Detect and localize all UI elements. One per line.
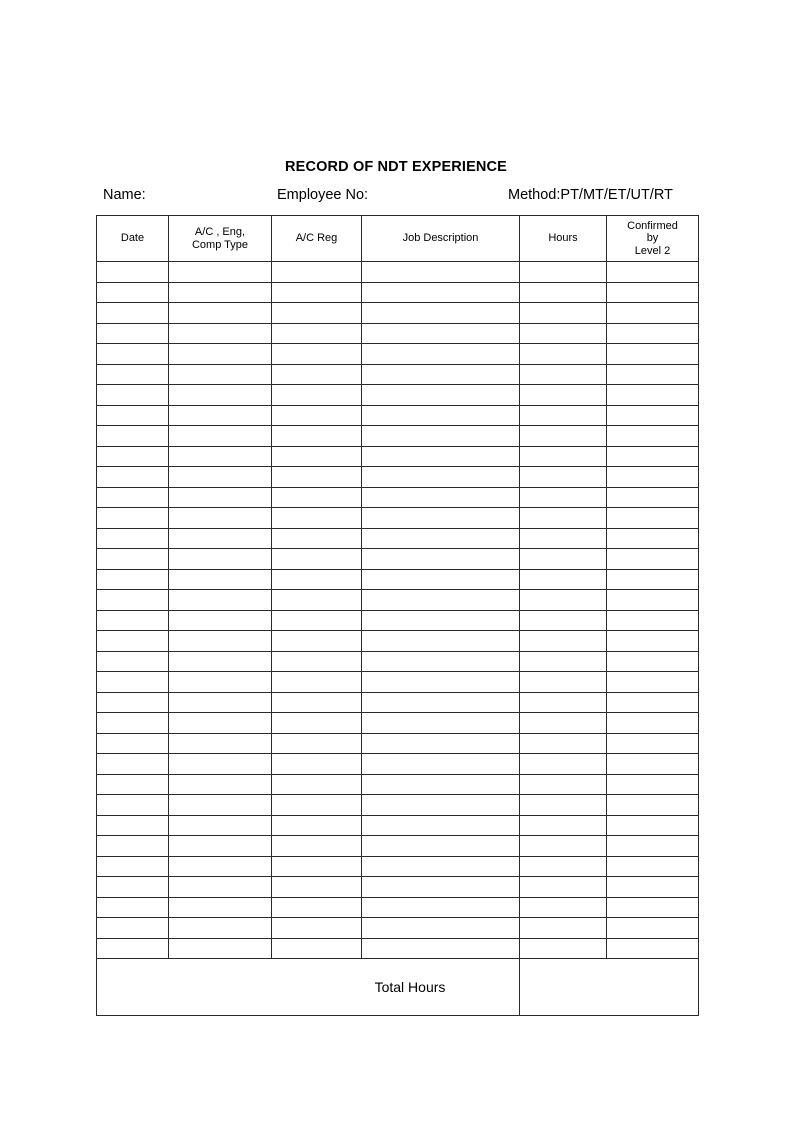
column-header-hours-label: Hours bbox=[548, 232, 578, 245]
cell-date[interactable] bbox=[97, 405, 169, 426]
cell-type[interactable] bbox=[169, 467, 272, 488]
cell-date[interactable] bbox=[97, 672, 169, 693]
cell-reg[interactable] bbox=[272, 856, 362, 877]
cell-date[interactable] bbox=[97, 467, 169, 488]
cell-hours[interactable] bbox=[520, 856, 607, 877]
total-hours-label-cell bbox=[97, 959, 520, 1016]
cell-type[interactable] bbox=[169, 774, 272, 795]
cell-hours[interactable] bbox=[520, 528, 607, 549]
table-body bbox=[97, 262, 699, 959]
cell-date[interactable] bbox=[97, 815, 169, 836]
cell-date[interactable] bbox=[97, 446, 169, 467]
cell-hours[interactable] bbox=[520, 405, 607, 426]
table-row bbox=[97, 713, 699, 734]
cell-hours[interactable] bbox=[520, 262, 607, 283]
cell-type[interactable] bbox=[169, 856, 272, 877]
cell-reg[interactable] bbox=[272, 385, 362, 406]
cell-date[interactable] bbox=[97, 774, 169, 795]
cell-hours[interactable] bbox=[520, 713, 607, 734]
cell-type[interactable] bbox=[169, 446, 272, 467]
cell-reg[interactable] bbox=[272, 836, 362, 857]
cell-job[interactable] bbox=[362, 364, 520, 385]
cell-confirmed[interactable] bbox=[607, 815, 699, 836]
cell-job[interactable] bbox=[362, 426, 520, 447]
cell-type[interactable] bbox=[169, 938, 272, 959]
table-row bbox=[97, 795, 699, 816]
cell-hours[interactable] bbox=[520, 692, 607, 713]
cell-reg[interactable] bbox=[272, 651, 362, 672]
cell-job[interactable] bbox=[362, 774, 520, 795]
table-row bbox=[97, 405, 699, 426]
cell-reg[interactable] bbox=[272, 364, 362, 385]
cell-type[interactable] bbox=[169, 631, 272, 652]
cell-type[interactable] bbox=[169, 651, 272, 672]
cell-date[interactable] bbox=[97, 364, 169, 385]
cell-reg[interactable] bbox=[272, 795, 362, 816]
cell-reg[interactable] bbox=[272, 877, 362, 898]
cell-confirmed[interactable] bbox=[607, 282, 699, 303]
cell-date[interactable] bbox=[97, 487, 169, 508]
cell-type[interactable] bbox=[169, 549, 272, 570]
table-row bbox=[97, 467, 699, 488]
table-row bbox=[97, 733, 699, 754]
cell-date[interactable] bbox=[97, 569, 169, 590]
cell-hours[interactable] bbox=[520, 733, 607, 754]
cell-reg[interactable] bbox=[272, 549, 362, 570]
cell-date[interactable] bbox=[97, 508, 169, 529]
table-row bbox=[97, 815, 699, 836]
cell-job[interactable] bbox=[362, 405, 520, 426]
cell-type[interactable] bbox=[169, 405, 272, 426]
table-row bbox=[97, 836, 699, 857]
cell-confirmed[interactable] bbox=[607, 303, 699, 324]
cell-hours[interactable] bbox=[520, 569, 607, 590]
table-row bbox=[97, 651, 699, 672]
cell-job[interactable] bbox=[362, 836, 520, 857]
table-header-row bbox=[97, 216, 699, 262]
cell-date[interactable] bbox=[97, 692, 169, 713]
cell-confirmed[interactable] bbox=[607, 692, 699, 713]
table-row bbox=[97, 692, 699, 713]
table-total-row bbox=[97, 959, 699, 1016]
cell-reg[interactable] bbox=[272, 467, 362, 488]
cell-date[interactable] bbox=[97, 590, 169, 611]
cell-reg[interactable] bbox=[272, 713, 362, 734]
cell-hours[interactable] bbox=[520, 672, 607, 693]
cell-type[interactable] bbox=[169, 692, 272, 713]
cell-reg[interactable] bbox=[272, 733, 362, 754]
table-row bbox=[97, 262, 699, 283]
cell-confirmed[interactable] bbox=[607, 262, 699, 283]
cell-date[interactable] bbox=[97, 897, 169, 918]
cell-reg[interactable] bbox=[272, 426, 362, 447]
cell-confirmed[interactable] bbox=[607, 508, 699, 529]
cell-hours[interactable] bbox=[520, 897, 607, 918]
cell-hours[interactable] bbox=[520, 323, 607, 344]
cell-type[interactable] bbox=[169, 303, 272, 324]
cell-reg[interactable] bbox=[272, 672, 362, 693]
cell-confirmed[interactable] bbox=[607, 733, 699, 754]
cell-date[interactable] bbox=[97, 631, 169, 652]
cell-confirmed[interactable] bbox=[607, 795, 699, 816]
cell-confirmed[interactable] bbox=[607, 426, 699, 447]
cell-type[interactable] bbox=[169, 877, 272, 898]
cell-reg[interactable] bbox=[272, 569, 362, 590]
cell-reg[interactable] bbox=[272, 323, 362, 344]
cell-hours[interactable] bbox=[520, 774, 607, 795]
table-row bbox=[97, 897, 699, 918]
cell-hours[interactable] bbox=[520, 938, 607, 959]
cell-date[interactable] bbox=[97, 836, 169, 857]
column-header-job-description bbox=[362, 216, 520, 262]
cell-job[interactable] bbox=[362, 549, 520, 570]
cell-confirmed[interactable] bbox=[607, 897, 699, 918]
table-row bbox=[97, 385, 699, 406]
cell-confirmed[interactable] bbox=[607, 569, 699, 590]
cell-job[interactable] bbox=[362, 262, 520, 283]
cell-hours[interactable] bbox=[520, 385, 607, 406]
cell-type[interactable] bbox=[169, 569, 272, 590]
cell-job[interactable] bbox=[362, 856, 520, 877]
column-header-date-label: Date bbox=[120, 232, 145, 245]
table-row bbox=[97, 344, 699, 365]
table-row bbox=[97, 364, 699, 385]
table-row bbox=[97, 528, 699, 549]
table-row bbox=[97, 446, 699, 467]
table-row bbox=[97, 323, 699, 344]
cell-type[interactable] bbox=[169, 344, 272, 365]
cell-date[interactable] bbox=[97, 938, 169, 959]
cell-date[interactable] bbox=[97, 303, 169, 324]
ndt-experience-table bbox=[96, 215, 699, 1016]
cell-date[interactable] bbox=[97, 549, 169, 570]
cell-type[interactable] bbox=[169, 754, 272, 775]
table-row bbox=[97, 754, 699, 775]
cell-job[interactable] bbox=[362, 528, 520, 549]
cell-type[interactable] bbox=[169, 487, 272, 508]
cell-type[interactable] bbox=[169, 385, 272, 406]
column-header-type bbox=[169, 216, 272, 262]
cell-job[interactable] bbox=[362, 672, 520, 693]
cell-date[interactable] bbox=[97, 426, 169, 447]
cell-reg[interactable] bbox=[272, 262, 362, 283]
cell-job[interactable] bbox=[362, 631, 520, 652]
total-hours-value-cell[interactable] bbox=[520, 959, 699, 1016]
cell-confirmed[interactable] bbox=[607, 467, 699, 488]
cell-hours[interactable] bbox=[520, 815, 607, 836]
cell-reg[interactable] bbox=[272, 897, 362, 918]
table-row bbox=[97, 672, 699, 693]
cell-hours[interactable] bbox=[520, 282, 607, 303]
cell-type[interactable] bbox=[169, 364, 272, 385]
cell-hours[interactable] bbox=[520, 610, 607, 631]
cell-confirmed[interactable] bbox=[607, 713, 699, 734]
cell-hours[interactable] bbox=[520, 549, 607, 570]
cell-job[interactable] bbox=[362, 610, 520, 631]
cell-job[interactable] bbox=[362, 795, 520, 816]
cell-job[interactable] bbox=[362, 815, 520, 836]
cell-date[interactable] bbox=[97, 262, 169, 283]
cell-type[interactable] bbox=[169, 508, 272, 529]
cell-reg[interactable] bbox=[272, 405, 362, 426]
cell-type[interactable] bbox=[169, 815, 272, 836]
cell-reg[interactable] bbox=[272, 918, 362, 939]
column-header-confirmed bbox=[607, 216, 699, 262]
cell-job[interactable] bbox=[362, 733, 520, 754]
cell-date[interactable] bbox=[97, 877, 169, 898]
cell-hours[interactable] bbox=[520, 754, 607, 775]
cell-type[interactable] bbox=[169, 672, 272, 693]
column-header-date bbox=[97, 216, 169, 262]
column-header-confirmed-line1: Confirmed bbox=[627, 219, 678, 232]
form-info-row bbox=[96, 185, 698, 205]
cell-confirmed[interactable] bbox=[607, 528, 699, 549]
cell-hours[interactable] bbox=[520, 590, 607, 611]
cell-date[interactable] bbox=[97, 323, 169, 344]
cell-reg[interactable] bbox=[272, 590, 362, 611]
cell-job[interactable] bbox=[362, 569, 520, 590]
cell-job[interactable] bbox=[362, 897, 520, 918]
cell-reg[interactable] bbox=[272, 508, 362, 529]
employee-no-field-label[interactable]: Employee No: bbox=[277, 187, 369, 203]
cell-type[interactable] bbox=[169, 897, 272, 918]
cell-date[interactable] bbox=[97, 282, 169, 303]
cell-reg[interactable] bbox=[272, 754, 362, 775]
table-row bbox=[97, 549, 699, 570]
cell-type[interactable] bbox=[169, 426, 272, 447]
cell-reg[interactable] bbox=[272, 692, 362, 713]
cell-confirmed[interactable] bbox=[607, 856, 699, 877]
cell-hours[interactable] bbox=[520, 467, 607, 488]
table-row bbox=[97, 918, 699, 939]
cell-date[interactable] bbox=[97, 918, 169, 939]
cell-reg[interactable] bbox=[272, 610, 362, 631]
table-row bbox=[97, 631, 699, 652]
cell-type[interactable] bbox=[169, 610, 272, 631]
cell-job[interactable] bbox=[362, 344, 520, 365]
cell-hours[interactable] bbox=[520, 631, 607, 652]
cell-confirmed[interactable] bbox=[607, 918, 699, 939]
cell-hours[interactable] bbox=[520, 836, 607, 857]
cell-reg[interactable] bbox=[272, 815, 362, 836]
cell-job[interactable] bbox=[362, 754, 520, 775]
cell-job[interactable] bbox=[362, 508, 520, 529]
cell-confirmed[interactable] bbox=[607, 446, 699, 467]
page-title bbox=[0, 159, 794, 176]
table-row bbox=[97, 938, 699, 959]
cell-reg[interactable] bbox=[272, 303, 362, 324]
table-row bbox=[97, 877, 699, 898]
cell-confirmed[interactable] bbox=[607, 385, 699, 406]
cell-confirmed[interactable] bbox=[607, 672, 699, 693]
cell-reg[interactable] bbox=[272, 774, 362, 795]
cell-confirmed[interactable] bbox=[607, 487, 699, 508]
cell-job[interactable] bbox=[362, 446, 520, 467]
column-header-type-line2: Comp Type bbox=[191, 238, 249, 251]
cell-date[interactable] bbox=[97, 733, 169, 754]
cell-confirmed[interactable] bbox=[607, 344, 699, 365]
cell-hours[interactable] bbox=[520, 651, 607, 672]
table-row bbox=[97, 774, 699, 795]
cell-hours[interactable] bbox=[520, 508, 607, 529]
column-header-type-line1: A/C , Eng, bbox=[194, 226, 246, 238]
cell-job[interactable] bbox=[362, 385, 520, 406]
page-title-text: RECORD OF NDT EXPERIENCE bbox=[285, 159, 507, 175]
cell-confirmed[interactable] bbox=[607, 938, 699, 959]
cell-job[interactable] bbox=[362, 918, 520, 939]
cell-type[interactable] bbox=[169, 262, 272, 283]
cell-date[interactable] bbox=[97, 754, 169, 775]
cell-job[interactable] bbox=[362, 938, 520, 959]
cell-type[interactable] bbox=[169, 282, 272, 303]
table-row bbox=[97, 487, 699, 508]
table-row bbox=[97, 282, 699, 303]
cell-type[interactable] bbox=[169, 528, 272, 549]
cell-confirmed[interactable] bbox=[607, 877, 699, 898]
cell-date[interactable] bbox=[97, 385, 169, 406]
cell-job[interactable] bbox=[362, 713, 520, 734]
cell-job[interactable] bbox=[362, 323, 520, 344]
cell-date[interactable] bbox=[97, 795, 169, 816]
cell-type[interactable] bbox=[169, 795, 272, 816]
column-header-hours bbox=[520, 216, 607, 262]
cell-type[interactable] bbox=[169, 733, 272, 754]
cell-reg[interactable] bbox=[272, 282, 362, 303]
cell-confirmed[interactable] bbox=[607, 364, 699, 385]
column-header-reg bbox=[272, 216, 362, 262]
cell-job[interactable] bbox=[362, 303, 520, 324]
table-row bbox=[97, 426, 699, 447]
cell-date[interactable] bbox=[97, 713, 169, 734]
cell-date[interactable] bbox=[97, 651, 169, 672]
cell-date[interactable] bbox=[97, 528, 169, 549]
cell-type[interactable] bbox=[169, 713, 272, 734]
cell-job[interactable] bbox=[362, 692, 520, 713]
name-field-label[interactable]: Name: bbox=[103, 187, 146, 203]
cell-hours[interactable] bbox=[520, 487, 607, 508]
cell-type[interactable] bbox=[169, 918, 272, 939]
cell-hours[interactable] bbox=[520, 446, 607, 467]
cell-date[interactable] bbox=[97, 610, 169, 631]
cell-hours[interactable] bbox=[520, 303, 607, 324]
cell-type[interactable] bbox=[169, 836, 272, 857]
cell-hours[interactable] bbox=[520, 795, 607, 816]
cell-confirmed[interactable] bbox=[607, 774, 699, 795]
cell-job[interactable] bbox=[362, 282, 520, 303]
cell-confirmed[interactable] bbox=[607, 631, 699, 652]
table-row bbox=[97, 303, 699, 324]
total-hours-label: Total Hours bbox=[374, 978, 446, 995]
table-row bbox=[97, 590, 699, 611]
table-row bbox=[97, 569, 699, 590]
method-field-label[interactable]: Method:PT/MT/ET/UT/RT bbox=[508, 187, 673, 203]
table-row bbox=[97, 508, 699, 529]
cell-reg[interactable] bbox=[272, 446, 362, 467]
cell-hours[interactable] bbox=[520, 426, 607, 447]
cell-reg[interactable] bbox=[272, 487, 362, 508]
column-header-reg-label: A/C Reg bbox=[295, 232, 338, 245]
cell-job[interactable] bbox=[362, 877, 520, 898]
cell-date[interactable] bbox=[97, 344, 169, 365]
cell-date[interactable] bbox=[97, 856, 169, 877]
cell-reg[interactable] bbox=[272, 528, 362, 549]
cell-confirmed[interactable] bbox=[607, 836, 699, 857]
cell-confirmed[interactable] bbox=[607, 405, 699, 426]
cell-reg[interactable] bbox=[272, 938, 362, 959]
table-row bbox=[97, 856, 699, 877]
cell-reg[interactable] bbox=[272, 344, 362, 365]
cell-hours[interactable] bbox=[520, 918, 607, 939]
cell-job[interactable] bbox=[362, 487, 520, 508]
cell-hours[interactable] bbox=[520, 877, 607, 898]
cell-confirmed[interactable] bbox=[607, 590, 699, 611]
table-row bbox=[97, 610, 699, 631]
cell-confirmed[interactable] bbox=[607, 323, 699, 344]
column-header-job-description-label: Job Description bbox=[402, 232, 479, 245]
cell-type[interactable] bbox=[169, 323, 272, 344]
cell-type[interactable] bbox=[169, 590, 272, 611]
column-header-confirmed-line2: by bbox=[646, 232, 659, 245]
cell-job[interactable] bbox=[362, 590, 520, 611]
cell-hours[interactable] bbox=[520, 364, 607, 385]
cell-confirmed[interactable] bbox=[607, 651, 699, 672]
cell-job[interactable] bbox=[362, 467, 520, 488]
cell-confirmed[interactable] bbox=[607, 610, 699, 631]
cell-reg[interactable] bbox=[272, 631, 362, 652]
cell-confirmed[interactable] bbox=[607, 549, 699, 570]
cell-job[interactable] bbox=[362, 651, 520, 672]
cell-hours[interactable] bbox=[520, 344, 607, 365]
column-header-confirmed-line3: Level 2 bbox=[634, 244, 671, 257]
cell-confirmed[interactable] bbox=[607, 754, 699, 775]
